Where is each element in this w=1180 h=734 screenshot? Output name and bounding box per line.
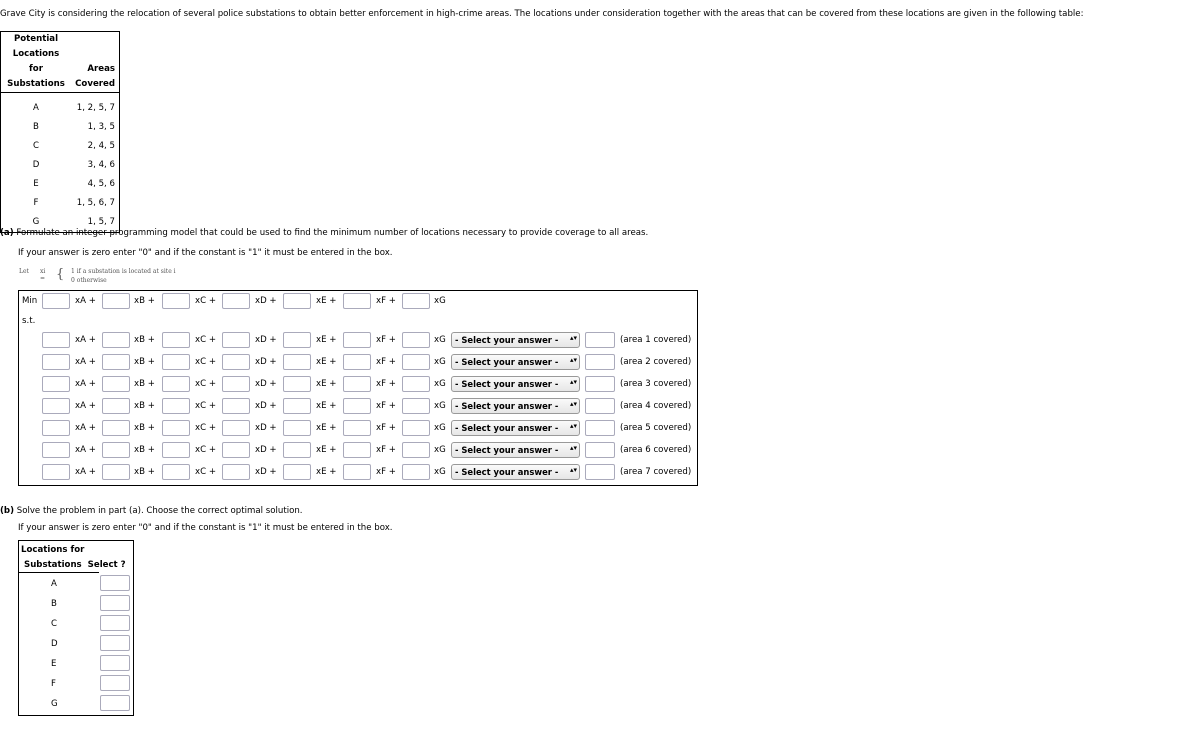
variable-label: xF + <box>376 335 396 345</box>
variable-label: xC + <box>195 401 217 411</box>
chevron-updown-icon: ▴▾ <box>570 400 578 408</box>
part-b-text: Solve the problem in part (a). Choose the correct optimal solution. <box>14 506 303 516</box>
coefficient-input[interactable] <box>222 354 250 370</box>
part-a-note: If your answer is zero enter "0" and if the constant is "1" it must be entered in the box. <box>18 248 393 258</box>
select-text: - Select your answer - <box>455 357 559 367</box>
variable-label: xF + <box>376 401 396 411</box>
variable-label: xG <box>434 296 446 306</box>
variable-label: xE + <box>316 357 337 367</box>
coefficient-input[interactable] <box>283 332 311 348</box>
variable-label: xB + <box>134 335 155 345</box>
variable-label: xC + <box>195 467 217 477</box>
rhs-input[interactable] <box>585 376 615 392</box>
coefficient-input[interactable] <box>162 354 190 370</box>
variable-label: xA + <box>75 401 96 411</box>
coefficient-input[interactable] <box>222 420 250 436</box>
constraint-label: (area 7 covered) <box>620 467 692 477</box>
variable-label: xA + <box>75 467 96 477</box>
solution-location: E <box>51 659 57 669</box>
variable-label: xE + <box>316 335 337 345</box>
coefficient-input[interactable] <box>42 354 70 370</box>
location-cell: A <box>33 103 39 113</box>
coefficient-input[interactable] <box>402 442 430 458</box>
variable-label: xD + <box>255 423 277 433</box>
solution-location: B <box>51 599 57 609</box>
solution-location: D <box>51 639 58 649</box>
coefficient-input[interactable] <box>343 442 371 458</box>
variable-label: xA + <box>75 423 96 433</box>
areas-cell: 3, 4, 6 <box>87 160 115 170</box>
header-line: Covered <box>75 79 115 89</box>
constraint-label: (area 1 covered) <box>620 335 692 345</box>
variable-label: xD + <box>255 296 277 306</box>
coefficient-input[interactable] <box>283 420 311 436</box>
solution-input[interactable] <box>100 655 130 671</box>
coefficient-input[interactable] <box>283 464 311 480</box>
variable-label: xD + <box>255 445 277 455</box>
select-text: - Select your answer - <box>455 379 559 389</box>
part-a-prompt <box>0 228 648 238</box>
header-select: Select ? <box>87 560 126 570</box>
variable-label: xG <box>434 335 446 345</box>
let-line-2: 0 otherwise <box>71 277 107 284</box>
header-line: Substations <box>7 79 65 89</box>
variable-label: xD + <box>255 467 277 477</box>
coefficient-input[interactable] <box>343 332 371 348</box>
variable-label: xG <box>434 467 446 477</box>
select-text: - Select your answer - <box>455 423 559 433</box>
part-a-text: Formulate an integer programming model that could be used to find the minimum number of locations necessary to provide coverage to all areas. <box>13 228 649 238</box>
solution-input[interactable] <box>100 635 130 651</box>
table-row <box>1 93 120 119</box>
solution-input[interactable] <box>100 575 130 591</box>
coefficient-input[interactable] <box>222 398 250 414</box>
variable-label: xG <box>434 357 446 367</box>
variable-label: xD + <box>255 335 277 345</box>
solution-input[interactable] <box>100 615 130 631</box>
chevron-updown-icon: ▴▾ <box>570 378 578 386</box>
solution-location: C <box>51 619 58 629</box>
chevron-updown-icon: ▴▾ <box>570 356 578 364</box>
coefficient-input[interactable] <box>42 420 70 436</box>
areas-cell: 2, 4, 5 <box>87 141 115 151</box>
coefficient-input[interactable] <box>343 354 371 370</box>
variable-label: xC + <box>195 357 217 367</box>
select-text: - Select your answer - <box>455 445 559 455</box>
areas-cell: 1, 2, 5, 7 <box>76 103 115 113</box>
variable-label: xF + <box>376 445 396 455</box>
rhs-input[interactable] <box>585 420 615 436</box>
variable-label: xE + <box>316 467 337 477</box>
relation-select[interactable] <box>451 354 580 370</box>
ip-model <box>18 290 698 486</box>
coefficient-input[interactable] <box>42 398 70 414</box>
coefficient-input[interactable] <box>283 293 311 309</box>
xi-label: xi = <box>40 268 46 282</box>
header-substations: Substations <box>24 560 82 570</box>
location-cell: B <box>33 122 39 132</box>
areas-cell: 4, 5, 6 <box>87 179 115 189</box>
coefficient-input[interactable] <box>102 464 130 480</box>
variable-label: xB + <box>134 445 155 455</box>
relation-select[interactable] <box>451 332 580 348</box>
relation-select[interactable] <box>451 442 580 458</box>
part-b-prompt <box>0 506 303 516</box>
min-label: Min <box>22 296 38 306</box>
variable-label: xC + <box>195 445 217 455</box>
variable-label: xB + <box>134 296 155 306</box>
solution-location: F <box>51 679 56 689</box>
coefficient-input[interactable] <box>343 376 371 392</box>
solution-location: G <box>51 699 58 709</box>
coefficient-input[interactable] <box>402 398 430 414</box>
table-row <box>1 118 120 137</box>
solution-header-2 <box>24 558 126 573</box>
variable-label: xA + <box>75 335 96 345</box>
variable-label: xC + <box>195 379 217 389</box>
header-line: Locations for <box>12 49 60 74</box>
constraint-label: (area 4 covered) <box>620 401 692 411</box>
areas-cell: 1, 5, 7 <box>87 217 115 227</box>
rhs-input[interactable] <box>585 398 615 414</box>
coefficient-input[interactable] <box>162 398 190 414</box>
table-row <box>1 194 120 213</box>
st-label: s.t. <box>22 316 36 326</box>
coefficient-input[interactable] <box>283 376 311 392</box>
select-text: - Select your answer - <box>455 335 559 345</box>
chevron-updown-icon: ▴▾ <box>570 466 578 474</box>
chevron-updown-icon: ▴▾ <box>570 422 578 430</box>
constraint-label: (area 6 covered) <box>620 445 692 455</box>
variable-label: xD + <box>255 401 277 411</box>
variable-label: xB + <box>134 357 155 367</box>
coefficient-input[interactable] <box>343 464 371 480</box>
areas-cell: 1, 3, 5 <box>87 122 115 132</box>
variable-label: xE + <box>316 379 337 389</box>
variable-label: xF + <box>376 357 396 367</box>
solution-input[interactable] <box>100 675 130 691</box>
coefficient-input[interactable] <box>102 420 130 436</box>
coefficient-input[interactable] <box>42 464 70 480</box>
coefficient-input[interactable] <box>402 376 430 392</box>
coefficient-input[interactable] <box>42 442 70 458</box>
coefficient-input[interactable] <box>102 332 130 348</box>
solution-location: A <box>51 579 57 589</box>
coefficient-input[interactable] <box>42 332 70 348</box>
coefficient-input[interactable] <box>283 398 311 414</box>
variable-label: xG <box>434 401 446 411</box>
variable-label: xD + <box>255 379 277 389</box>
coefficient-input[interactable] <box>162 420 190 436</box>
variable-label: xE + <box>316 296 337 306</box>
location-cell: G <box>32 217 40 227</box>
coefficient-input[interactable] <box>402 293 430 309</box>
coefficient-input[interactable] <box>222 376 250 392</box>
part-b-label: (b) <box>0 506 15 516</box>
variable-label: xG <box>434 423 446 433</box>
let-label: Let <box>19 268 29 275</box>
variable-label: xG <box>434 445 446 455</box>
variable-label: xC + <box>195 335 217 345</box>
table-row <box>1 137 120 156</box>
part-b-note: If your answer is zero enter "0" and if the constant is "1" it must be entered in the box. <box>18 523 393 533</box>
coefficient-input[interactable] <box>343 398 371 414</box>
rhs-input[interactable] <box>585 464 615 480</box>
variable-label: xF + <box>376 467 396 477</box>
variable-label: xF + <box>376 296 396 306</box>
coefficient-input[interactable] <box>102 354 130 370</box>
variable-label: xF + <box>376 423 396 433</box>
variable-definition <box>19 267 176 284</box>
rhs-input[interactable] <box>585 354 615 370</box>
coefficient-input[interactable] <box>222 442 250 458</box>
variable-label: xA + <box>75 296 96 306</box>
areas-cell: 1, 5, 6, 7 <box>76 198 115 208</box>
select-text: - Select your answer - <box>455 401 559 411</box>
location-cell: D <box>32 160 40 170</box>
variable-label: xA + <box>75 379 96 389</box>
header-areas <box>71 32 120 93</box>
coefficient-input[interactable] <box>102 398 130 414</box>
coefficient-input[interactable] <box>402 464 430 480</box>
solution-input[interactable] <box>100 695 130 711</box>
header-line: Potential <box>13 34 59 44</box>
coefficient-input[interactable] <box>283 354 311 370</box>
relation-select[interactable] <box>451 398 580 414</box>
header-locations <box>1 32 72 93</box>
chevron-updown-icon: ▴▾ <box>570 444 578 452</box>
intro-text: Grave City is considering the relocation of several police substations to obtain better enforcement in high-crime areas. The locations under consideration together with the areas that can be covered from these locations are given in the following table: <box>0 9 1084 19</box>
relation-select[interactable] <box>451 376 580 392</box>
coefficient-input[interactable] <box>222 464 250 480</box>
coefficient-input[interactable] <box>162 464 190 480</box>
rhs-input[interactable] <box>585 332 615 348</box>
relation-select[interactable] <box>451 420 580 436</box>
brace-icon: { <box>56 267 65 282</box>
select-text: - Select your answer - <box>455 467 559 477</box>
relation-select[interactable] <box>451 464 580 480</box>
variable-label: xC + <box>195 423 217 433</box>
coefficient-input[interactable] <box>222 293 250 309</box>
let-line-1: 1 if a substation is located at site i <box>71 268 176 275</box>
variable-label: xB + <box>134 379 155 389</box>
coefficient-input[interactable] <box>402 420 430 436</box>
solution-input[interactable] <box>100 595 130 611</box>
part-a-label: (a) <box>0 228 14 238</box>
table-row <box>1 175 120 194</box>
solution-header-1: Locations for <box>21 545 85 555</box>
variable-label: xC + <box>195 296 217 306</box>
variable-label: xF + <box>376 379 396 389</box>
coefficient-input[interactable] <box>343 420 371 436</box>
variable-label: xE + <box>316 401 337 411</box>
variable-label: xE + <box>316 445 337 455</box>
location-cell: C <box>32 141 39 151</box>
variable-label: xA + <box>75 357 96 367</box>
variable-label: xD + <box>255 357 277 367</box>
location-cell: E <box>33 179 39 189</box>
variable-label: xB + <box>134 401 155 411</box>
variable-label: xB + <box>134 423 155 433</box>
constraint-label: (area 5 covered) <box>620 423 692 433</box>
location-cell: F <box>33 198 39 208</box>
locations-table <box>0 31 120 233</box>
coefficient-input[interactable] <box>102 442 130 458</box>
coefficient-input[interactable] <box>222 332 250 348</box>
coefficient-input[interactable] <box>283 442 311 458</box>
variable-label: xE + <box>316 423 337 433</box>
coefficient-input[interactable] <box>402 354 430 370</box>
variable-label: xA + <box>75 445 96 455</box>
rhs-input[interactable] <box>585 442 615 458</box>
coefficient-input[interactable] <box>42 293 70 309</box>
header-line: Areas <box>87 64 115 74</box>
coefficient-input[interactable] <box>102 293 130 309</box>
constraint-label: (area 2 covered) <box>620 357 692 367</box>
solution-table <box>18 540 134 716</box>
coefficient-input[interactable] <box>42 376 70 392</box>
variable-label: xB + <box>134 467 155 477</box>
coefficient-input[interactable] <box>343 293 371 309</box>
coefficient-input[interactable] <box>102 376 130 392</box>
table-row <box>1 156 120 175</box>
coefficient-input[interactable] <box>162 442 190 458</box>
coefficient-input[interactable] <box>402 332 430 348</box>
coefficient-input[interactable] <box>162 376 190 392</box>
coefficient-input[interactable] <box>162 293 190 309</box>
constraint-label: (area 3 covered) <box>620 379 692 389</box>
header-divider <box>19 572 99 573</box>
variable-label: xG <box>434 379 446 389</box>
coefficient-input[interactable] <box>162 332 190 348</box>
chevron-updown-icon: ▴▾ <box>570 334 578 342</box>
